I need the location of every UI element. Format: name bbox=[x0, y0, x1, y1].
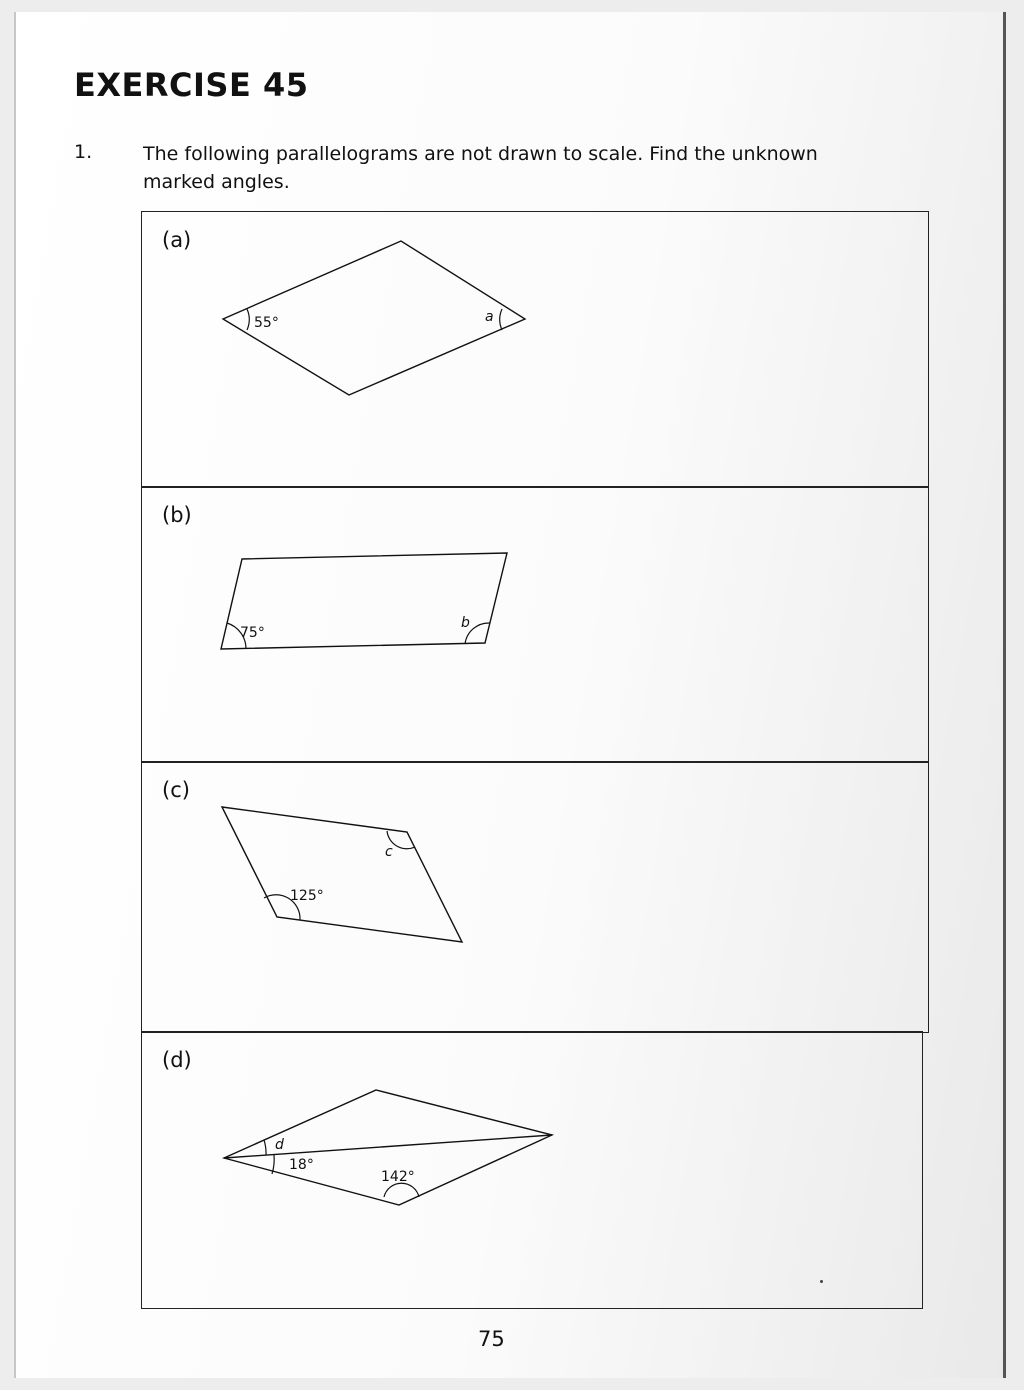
page-edge bbox=[1003, 12, 1006, 1378]
part-a-label: (a) bbox=[162, 228, 192, 252]
question-number: 1. bbox=[74, 141, 93, 163]
angle-label-c: c bbox=[385, 844, 393, 860]
part-d-panel bbox=[141, 1031, 923, 1309]
angle-label-75: 75° bbox=[240, 625, 265, 641]
part-c-label: (c) bbox=[162, 778, 190, 802]
angle-label-142: 142° bbox=[381, 1169, 415, 1185]
angle-label-b: b bbox=[461, 615, 470, 631]
angle-label-18: 18° bbox=[289, 1157, 314, 1173]
part-b-panel bbox=[141, 486, 929, 763]
part-d-label: (d) bbox=[162, 1048, 192, 1072]
angle-label-125: 125° bbox=[290, 888, 324, 904]
speck bbox=[820, 1280, 823, 1283]
parallelogram-c bbox=[142, 762, 930, 1034]
question-text: The following parallelograms are not drawn to scale. Find the unknown marked angles. bbox=[143, 143, 818, 193]
part-b-label: (b) bbox=[162, 503, 192, 527]
part-c-panel bbox=[141, 761, 929, 1033]
parallelogram-d bbox=[142, 1032, 924, 1310]
angle-label-55: 55° bbox=[254, 315, 279, 331]
parallelogram-b bbox=[142, 487, 930, 764]
parallelogram-a bbox=[142, 212, 930, 489]
part-a-panel bbox=[141, 211, 929, 488]
angle-label-a: a bbox=[485, 309, 494, 325]
angle-label-d: d bbox=[275, 1137, 284, 1153]
exercise-title: EXERCISE 45 bbox=[74, 66, 309, 104]
page-number: 75 bbox=[478, 1327, 505, 1351]
